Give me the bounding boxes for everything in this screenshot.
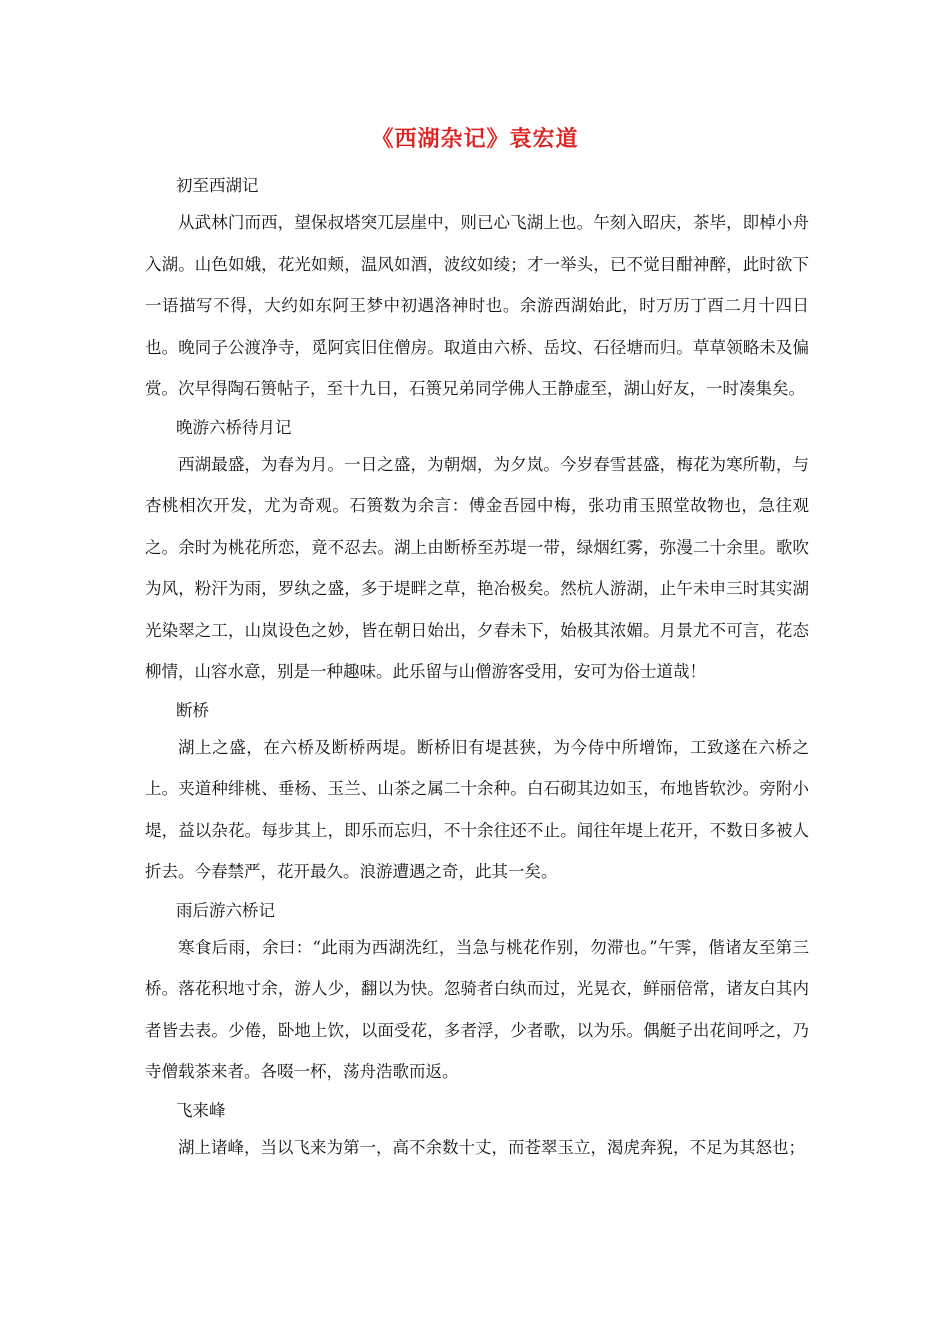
document-title: 《西湖杂记》袁宏道 <box>371 127 579 152</box>
section-heading: 断桥 <box>176 700 209 720</box>
section-heading: 晚游六桥待月记 <box>176 417 292 437</box>
section-wanyou <box>145 412 809 693</box>
section-heading: 初至西湖记 <box>176 176 259 195</box>
section-heading: 雨后游六桥记 <box>176 900 275 920</box>
section-paragraph: 湖上诸峰，当以飞来为第一，高不余数十丈，而苍翠玉立，渴虎奔猊，不足为其怒也； <box>178 1137 805 1157</box>
section-paragraph: 湖上之盛，在六桥及断桥两堤。断桥旧有堤甚狭，为今侍中所增饰，工致遂在六桥之上。夹道种绯桃、垂杨、玉兰、山茶之属二十余种。白石砌其边如玉，布地皆软沙。旁附小堤，益以杂花。每步其上，即乐而忘归，不十余往还不止。闻往年堤上花开，不数日多被人折去。今春禁严，花开最久。浪游遭遇之奇，此其一矣。 <box>145 737 809 881</box>
section-paragraph: 西湖最盛，为春为月。一日之盛，为朝烟，为夕岚。今岁春雪甚盛，梅花为寒所勒，与杏桃相次开发，尤为奇观。石篑数为余言：傅金吾园中梅，张功甫玉照堂故物也，急往观之。余时为桃花所恋，竟不忍去。湖上由断桥至苏堤一带，绿烟红雾，弥漫二十余里。歌吹为风，粉汗为雨，罗纨之盛，多于堤畔之草，艳冶极矣。然杭人游湖，止午未申三时其实湖光染翠之工，山岚设色之妙，皆在朝日始出，夕春未下，始极其浓媚。月景尤不可言，花态柳情，山容水意，别是一种趣味。此乐留与山僧游客受用，安可为俗士道哉！ <box>145 454 809 681</box>
section-paragraph: 寒食后雨，余曰：“此雨为西湖洗红，当急与桃花作别，勿滞也。”午霁，偕诸友至第三桥。落花积地寸余，游人少，翻以为快。忽骑者白纨而过，光晃衣，鲜丽倍常，诸友白其内者皆去表。少倦，卧地上饮，以面受花，多者浮，少者歌，以为乐。偶艇子出花间呼之，乃寺僧载茶来者。各啜一杯，荡舟浩歌而返。 <box>145 937 809 1081</box>
section-duanqiao <box>145 695 809 893</box>
section-yuhou <box>145 895 809 1093</box>
document-body <box>145 170 809 1170</box>
section-chuzhi <box>145 170 809 410</box>
section-paragraph: 从武林门而西，望保叔塔突兀层崖中，则已心飞湖上也。午刻入昭庆，茶毕，即棹小舟入湖。山色如娥，花光如颊，温风如酒，波纹如绫；才一举头，已不觉目酣神醉，此时欲下一语描写不得，大约如东阿王梦中初遇洛神时也。余游西湖始此，时万历丁酉二月十四日也。晚同子公渡净寺，觅阿宾旧住僧房。取道由六桥、岳坟、石径塘而归。草草领略未及偏赏。次早得陶石篑帖子，至十九日，石篑兄弟同学佛人王静虚至，湖山好友，一时凑集矣。 <box>145 213 809 398</box>
section-feilaifeng <box>145 1095 809 1169</box>
section-heading: 飞来峰 <box>176 1100 226 1120</box>
